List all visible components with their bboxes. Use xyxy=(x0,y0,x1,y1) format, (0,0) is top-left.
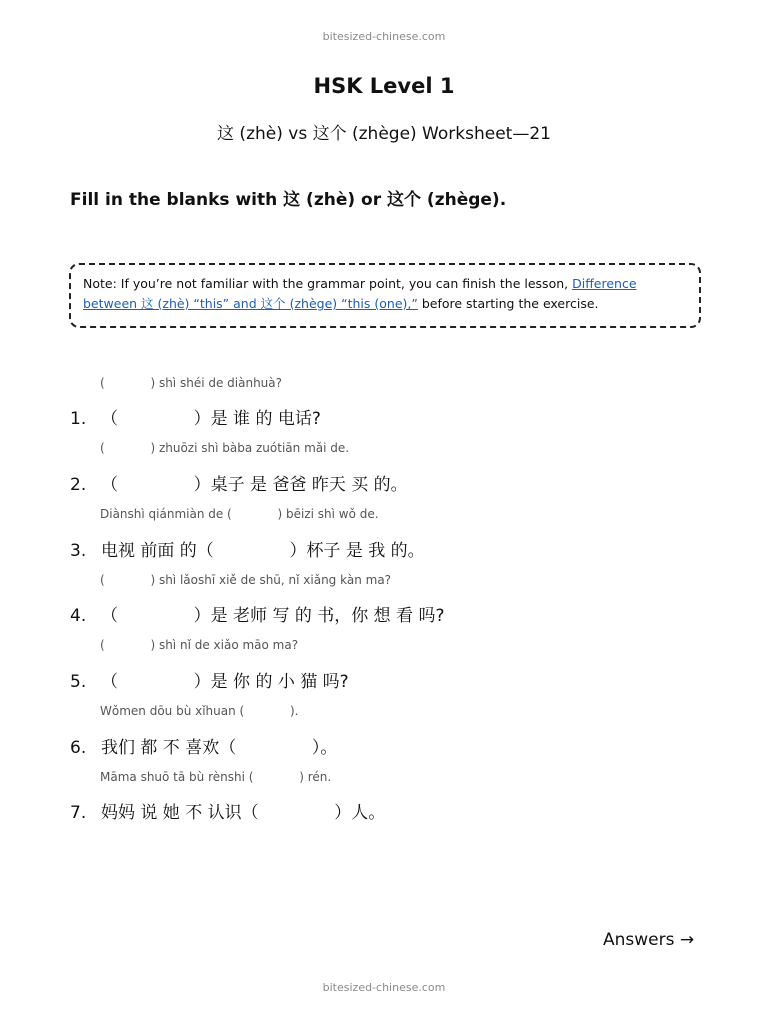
question-number: 5. xyxy=(70,672,87,692)
question-text: （ ）桌子 是 爸爸 昨天 买 的。 xyxy=(101,475,408,495)
question-6 xyxy=(70,733,337,758)
question-number: 6. xyxy=(70,738,87,758)
question-4-pinyin: ( ) shì lǎoshī xiě de shū, nǐ xiǎng kàn ma? xyxy=(100,573,392,587)
lesson-link[interactable]: Difference between 这 (zhè) “this” and 这个 (zhège) “this (one),” xyxy=(83,276,637,311)
question-1 xyxy=(70,404,321,429)
page-title: HSK Level 1 xyxy=(313,74,455,98)
question-number: 2. xyxy=(70,475,87,495)
question-2 xyxy=(70,470,408,495)
question-number: 1. xyxy=(70,409,87,429)
note-box xyxy=(69,263,701,328)
question-1-pinyin: ( ) shì shéi de diànhuà? xyxy=(100,376,283,390)
question-5 xyxy=(70,667,349,692)
site-footer: bitesized-chinese.com xyxy=(322,981,446,994)
question-number: 4. xyxy=(70,606,87,626)
note-prefix: Note: If you’re not familiar with the grammar point, you can finish the lesson, xyxy=(83,276,573,291)
question-4 xyxy=(70,601,445,626)
question-text: 妈妈 说 她 不 认识（ ）人。 xyxy=(101,803,386,823)
question-text: 电视 前面 的（ ）杯子 是 我 的。 xyxy=(101,541,425,561)
question-text: （ ）是 老师 写 的 书，你 想 看 吗? xyxy=(101,606,445,626)
question-3 xyxy=(70,536,425,561)
question-number: 3. xyxy=(70,541,87,561)
question-text: （ ）是 你 的 小 猫 吗? xyxy=(101,672,349,692)
question-7 xyxy=(70,798,385,823)
note-suffix: before starting the exercise. xyxy=(417,296,599,311)
instruction: Fill in the blanks with 这 (zhè) or 这个 (zhège). xyxy=(70,190,507,210)
question-2-pinyin: ( ) zhuōzi shì bàba zuótiān mǎi de. xyxy=(100,441,350,455)
question-5-pinyin: ( ) shì nǐ de xiǎo māo ma? xyxy=(100,638,299,652)
question-text: 我们 都 不 喜欢（ ）。 xyxy=(101,738,338,758)
page-subtitle: 这 (zhè) vs 这个 (zhège) Worksheet—21 xyxy=(217,124,551,144)
question-3-pinyin: Diànshì qiánmiàn de ( ) bēizi shì wǒ de. xyxy=(100,507,379,521)
question-number: 7. xyxy=(70,803,87,823)
question-7-pinyin: Māma shuō tā bù rènshi ( ) rén. xyxy=(100,770,332,784)
question-6-pinyin: Wǒmen dōu bù xǐhuan ( ). xyxy=(100,704,299,718)
answers-link[interactable]: Answers → xyxy=(603,930,695,950)
site-header: bitesized-chinese.com xyxy=(322,30,446,43)
question-text: （ ）是 谁 的 电话? xyxy=(101,409,321,429)
